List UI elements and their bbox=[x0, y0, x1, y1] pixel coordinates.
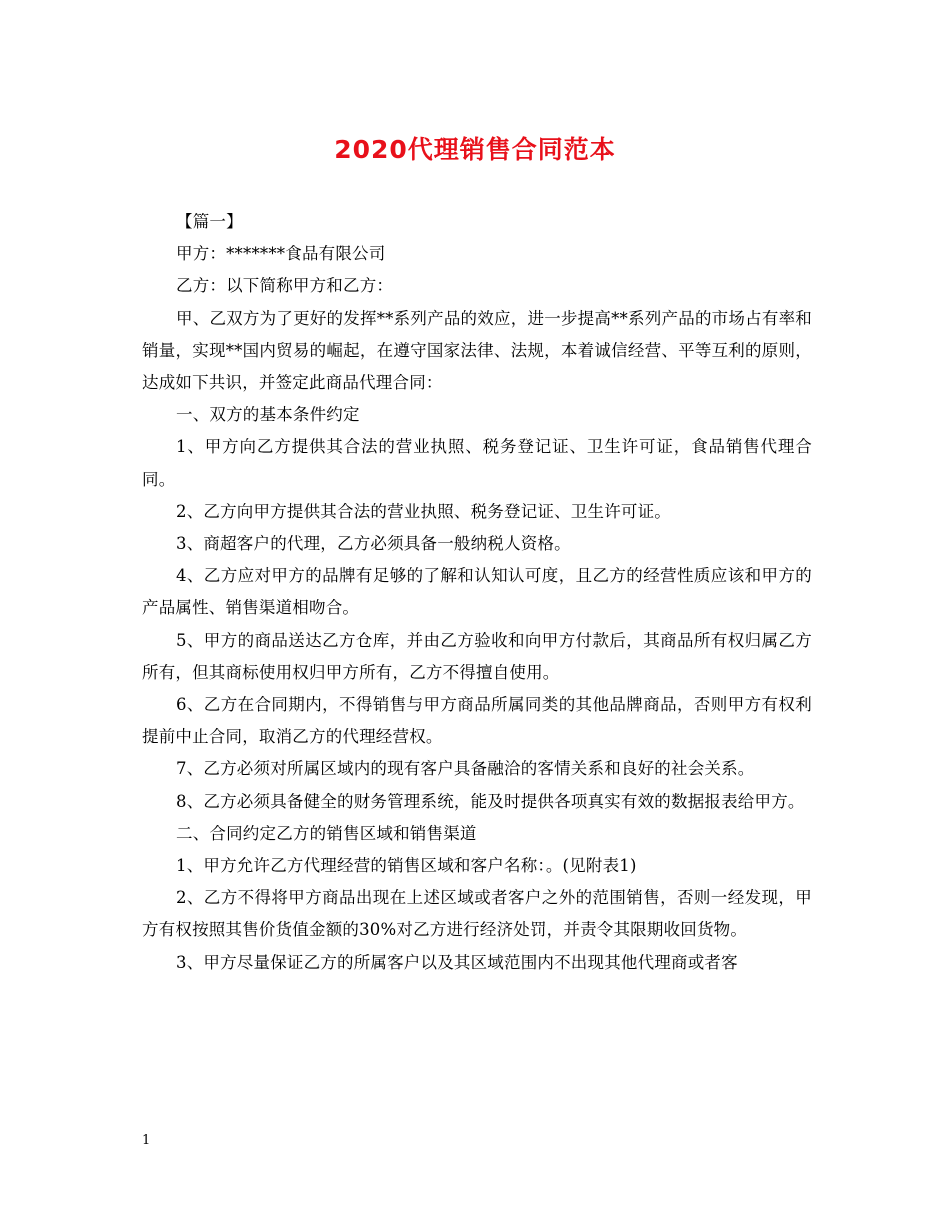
clause-1-6: 6、乙方在合同期内，不得销售与甲方商品所属同类的其他品牌商品，否则甲方有权利提前中止合同，取消乙方的代理经营权。 bbox=[142, 695, 812, 747]
clause-2-1: 1、甲方允许乙方代理经营的销售区域和客户名称：。(见附表1) bbox=[176, 856, 637, 876]
section-label: 【篇一】 bbox=[176, 212, 243, 231]
preamble-paragraph: 甲、乙双方为了更好的发挥**系列产品的效应，进一步提高**系列产品的市场占有率和销量，实现**国内贸易的崛起，在遵守国家法律、法规，本着诚信经营、平等互利的原则，达成如下共识，并签定此商品代理合同： bbox=[142, 308, 812, 393]
section-heading-2: 二、合同约定乙方的销售区域和销售渠道 bbox=[176, 823, 477, 843]
clause-2-2: 2、乙方不得将甲方商品出现在上述区域或者客户之外的范围销售，否则一经发现，甲方有权按照其售价货值金额的30%对乙方进行经济处罚，并责令其限期收回货物。 bbox=[142, 888, 812, 940]
clause-1-2: 2、乙方向甲方提供其合法的营业执照、税务登记证、卫生许可证。 bbox=[176, 501, 671, 521]
party-a-line: 甲方：*******食品有限公司 bbox=[176, 244, 386, 264]
clause-1-5: 5、甲方的商品送达乙方仓库，并由乙方验收和向甲方付款后，其商品所有权归属乙方所有，但其商标使用权归甲方所有，乙方不得擅自使用。 bbox=[142, 630, 812, 682]
clause-2-3: 3、甲方尽量保证乙方的所属客户以及其区域范围内不出现其他代理商或者客 bbox=[176, 952, 738, 972]
document-body bbox=[142, 206, 812, 979]
clause-1-7: 7、乙方必须对所属区域内的现有客户具备融洽的客情关系和良好的社会关系。 bbox=[176, 759, 755, 779]
document-title: 2020代理销售合同范本 bbox=[334, 135, 616, 164]
page-number: 1 bbox=[142, 1133, 151, 1148]
clause-1-1: 1、甲方向乙方提供其合法的营业执照、税务登记证、卫生许可证，食品销售代理合同。 bbox=[142, 437, 812, 489]
party-b-line: 乙方：以下简称甲方和乙方： bbox=[176, 276, 394, 296]
clause-1-4: 4、乙方应对甲方的品牌有足够的了解和认知认可度，且乙方的经营性质应该和甲方的产品属性、销售渠道相吻合。 bbox=[142, 566, 812, 618]
clause-1-3: 3、商超客户的代理，乙方必须具备一般纳税人资格。 bbox=[176, 534, 571, 554]
clause-1-8: 8、乙方必须具备健全的财务管理系统，能及时提供各项真实有效的数据报表给甲方。 bbox=[176, 791, 805, 811]
section-heading-1: 一、双方的基本条件约定 bbox=[176, 405, 360, 425]
